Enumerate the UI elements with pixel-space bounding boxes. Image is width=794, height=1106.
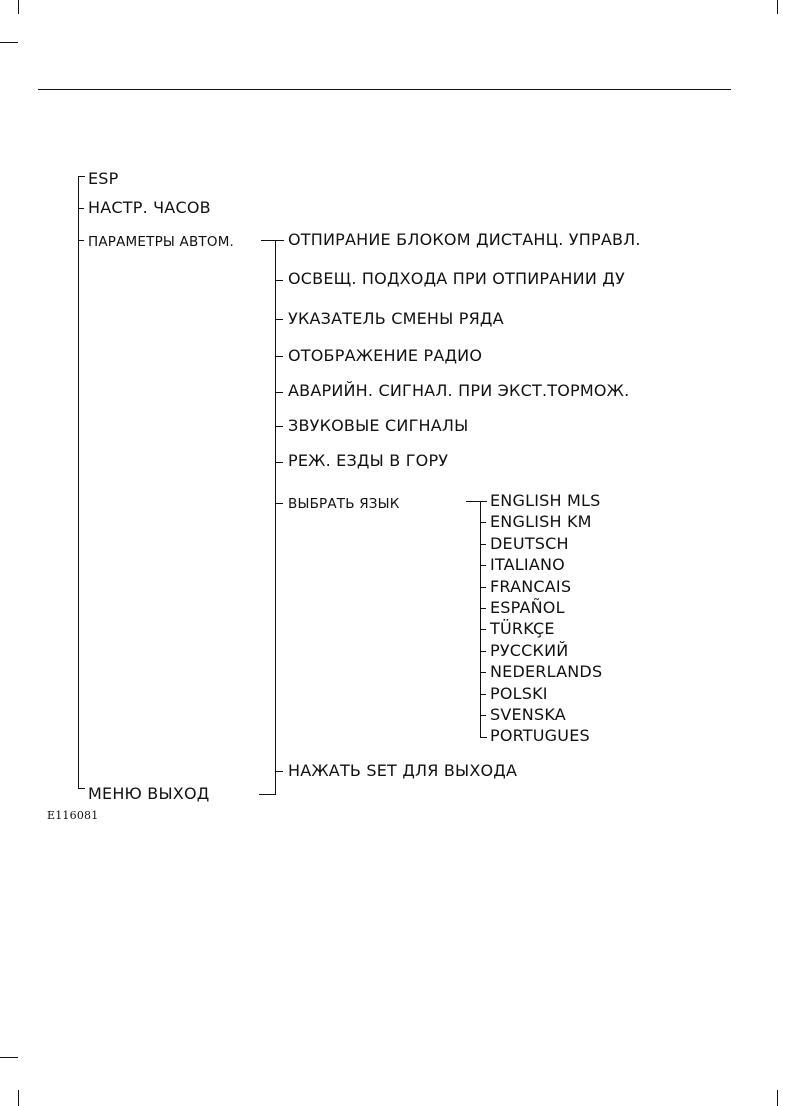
language-tick-espanol <box>480 608 486 609</box>
language-item: POLSKI <box>490 684 548 703</box>
root-item-menu-exit: МЕНЮ ВЫХОД <box>88 784 210 803</box>
connector-menu-exit <box>259 794 275 795</box>
language-item: ENGLISH KM <box>490 512 592 531</box>
vehicle-tick-sounds <box>275 426 283 427</box>
vehicle-item-radio-display: ОТОБРАЖЕНИЕ РАДИО <box>288 346 483 365</box>
language-tick-portugues <box>480 737 487 738</box>
vehicle-branch-line <box>275 240 276 795</box>
language-branch-line <box>480 501 481 737</box>
vehicle-tick-set-exit <box>275 771 283 772</box>
language-tick-italiano <box>480 565 486 566</box>
language-tick-francais <box>480 587 486 588</box>
language-item: DEUTSCH <box>490 534 569 553</box>
vehicle-item-sounds: ЗВУКОВЫЕ СИГНАЛЫ <box>288 416 469 435</box>
language-item: РУССКИЙ <box>490 641 569 660</box>
language-item: PORTUGUES <box>490 726 590 745</box>
figure-code: E116081 <box>47 809 99 822</box>
root-tick-esp <box>78 176 85 177</box>
language-item: FRANCAIS <box>490 577 572 596</box>
vehicle-tick-approach-light <box>275 280 283 281</box>
root-item-vehicle-settings: ПАРАМЕТРЫ АВТОМ. <box>88 234 235 250</box>
vehicle-tick-lane-change <box>275 319 283 320</box>
language-item: SVENSKA <box>490 705 566 724</box>
root-item-clock-settings: НАСТР. ЧАСОВ <box>88 198 211 217</box>
vehicle-item-lane-change: УКАЗАТЕЛЬ СМЕНЫ РЯДА <box>288 309 504 328</box>
language-tick-nederlands <box>480 672 486 673</box>
language-item: ITALIANO <box>490 555 565 574</box>
vehicle-tick-remote-unlock <box>275 240 284 241</box>
language-item: ENGLISH MLS <box>490 491 601 510</box>
root-branch-line <box>78 176 79 788</box>
language-tick-turkce <box>480 629 486 630</box>
language-item: NEDERLANDS <box>490 662 603 681</box>
vehicle-item-select-language: ВЫБРАТЬ ЯЗЫК <box>288 496 400 512</box>
vehicle-item-hill-mode: РЕЖ. ЕЗДЫ В ГОРУ <box>288 451 449 470</box>
root-item-esp: ESP <box>88 169 119 188</box>
language-tick-english-mls <box>480 501 487 502</box>
vehicle-tick-emergency-brake <box>275 392 283 393</box>
vehicle-item-emergency-brake: АВАРИЙН. СИГНАЛ. ПРИ ЭКСТ.ТОРМОЖ. <box>288 381 630 400</box>
language-tick-svenska <box>480 715 486 716</box>
vehicle-item-remote-unlock: ОТПИРАНИЕ БЛОКОМ ДИСТАНЦ. УПРАВЛ. <box>288 230 641 249</box>
vehicle-tick-hill-mode <box>275 462 283 463</box>
language-item: ESPAÑOL <box>490 598 565 617</box>
root-tick-clock <box>78 208 84 209</box>
root-tick-vehicle <box>78 240 84 241</box>
vehicle-tick-radio-display <box>275 356 283 357</box>
language-item: TÜRKÇE <box>490 619 555 638</box>
language-tick-deutsch <box>480 544 486 545</box>
root-tick-exit <box>78 788 85 789</box>
vehicle-tick-language <box>275 503 283 504</box>
language-tick-polski <box>480 694 486 695</box>
language-tick-english-km <box>480 522 486 523</box>
vehicle-item-approach-light: ОСВЕЩ. ПОДХОДА ПРИ ОТПИРАНИИ ДУ <box>288 269 625 288</box>
language-tick-russian <box>480 651 486 652</box>
vehicle-item-press-set-exit: НАЖАТЬ SET ДЛЯ ВЫХОДА <box>288 761 518 780</box>
